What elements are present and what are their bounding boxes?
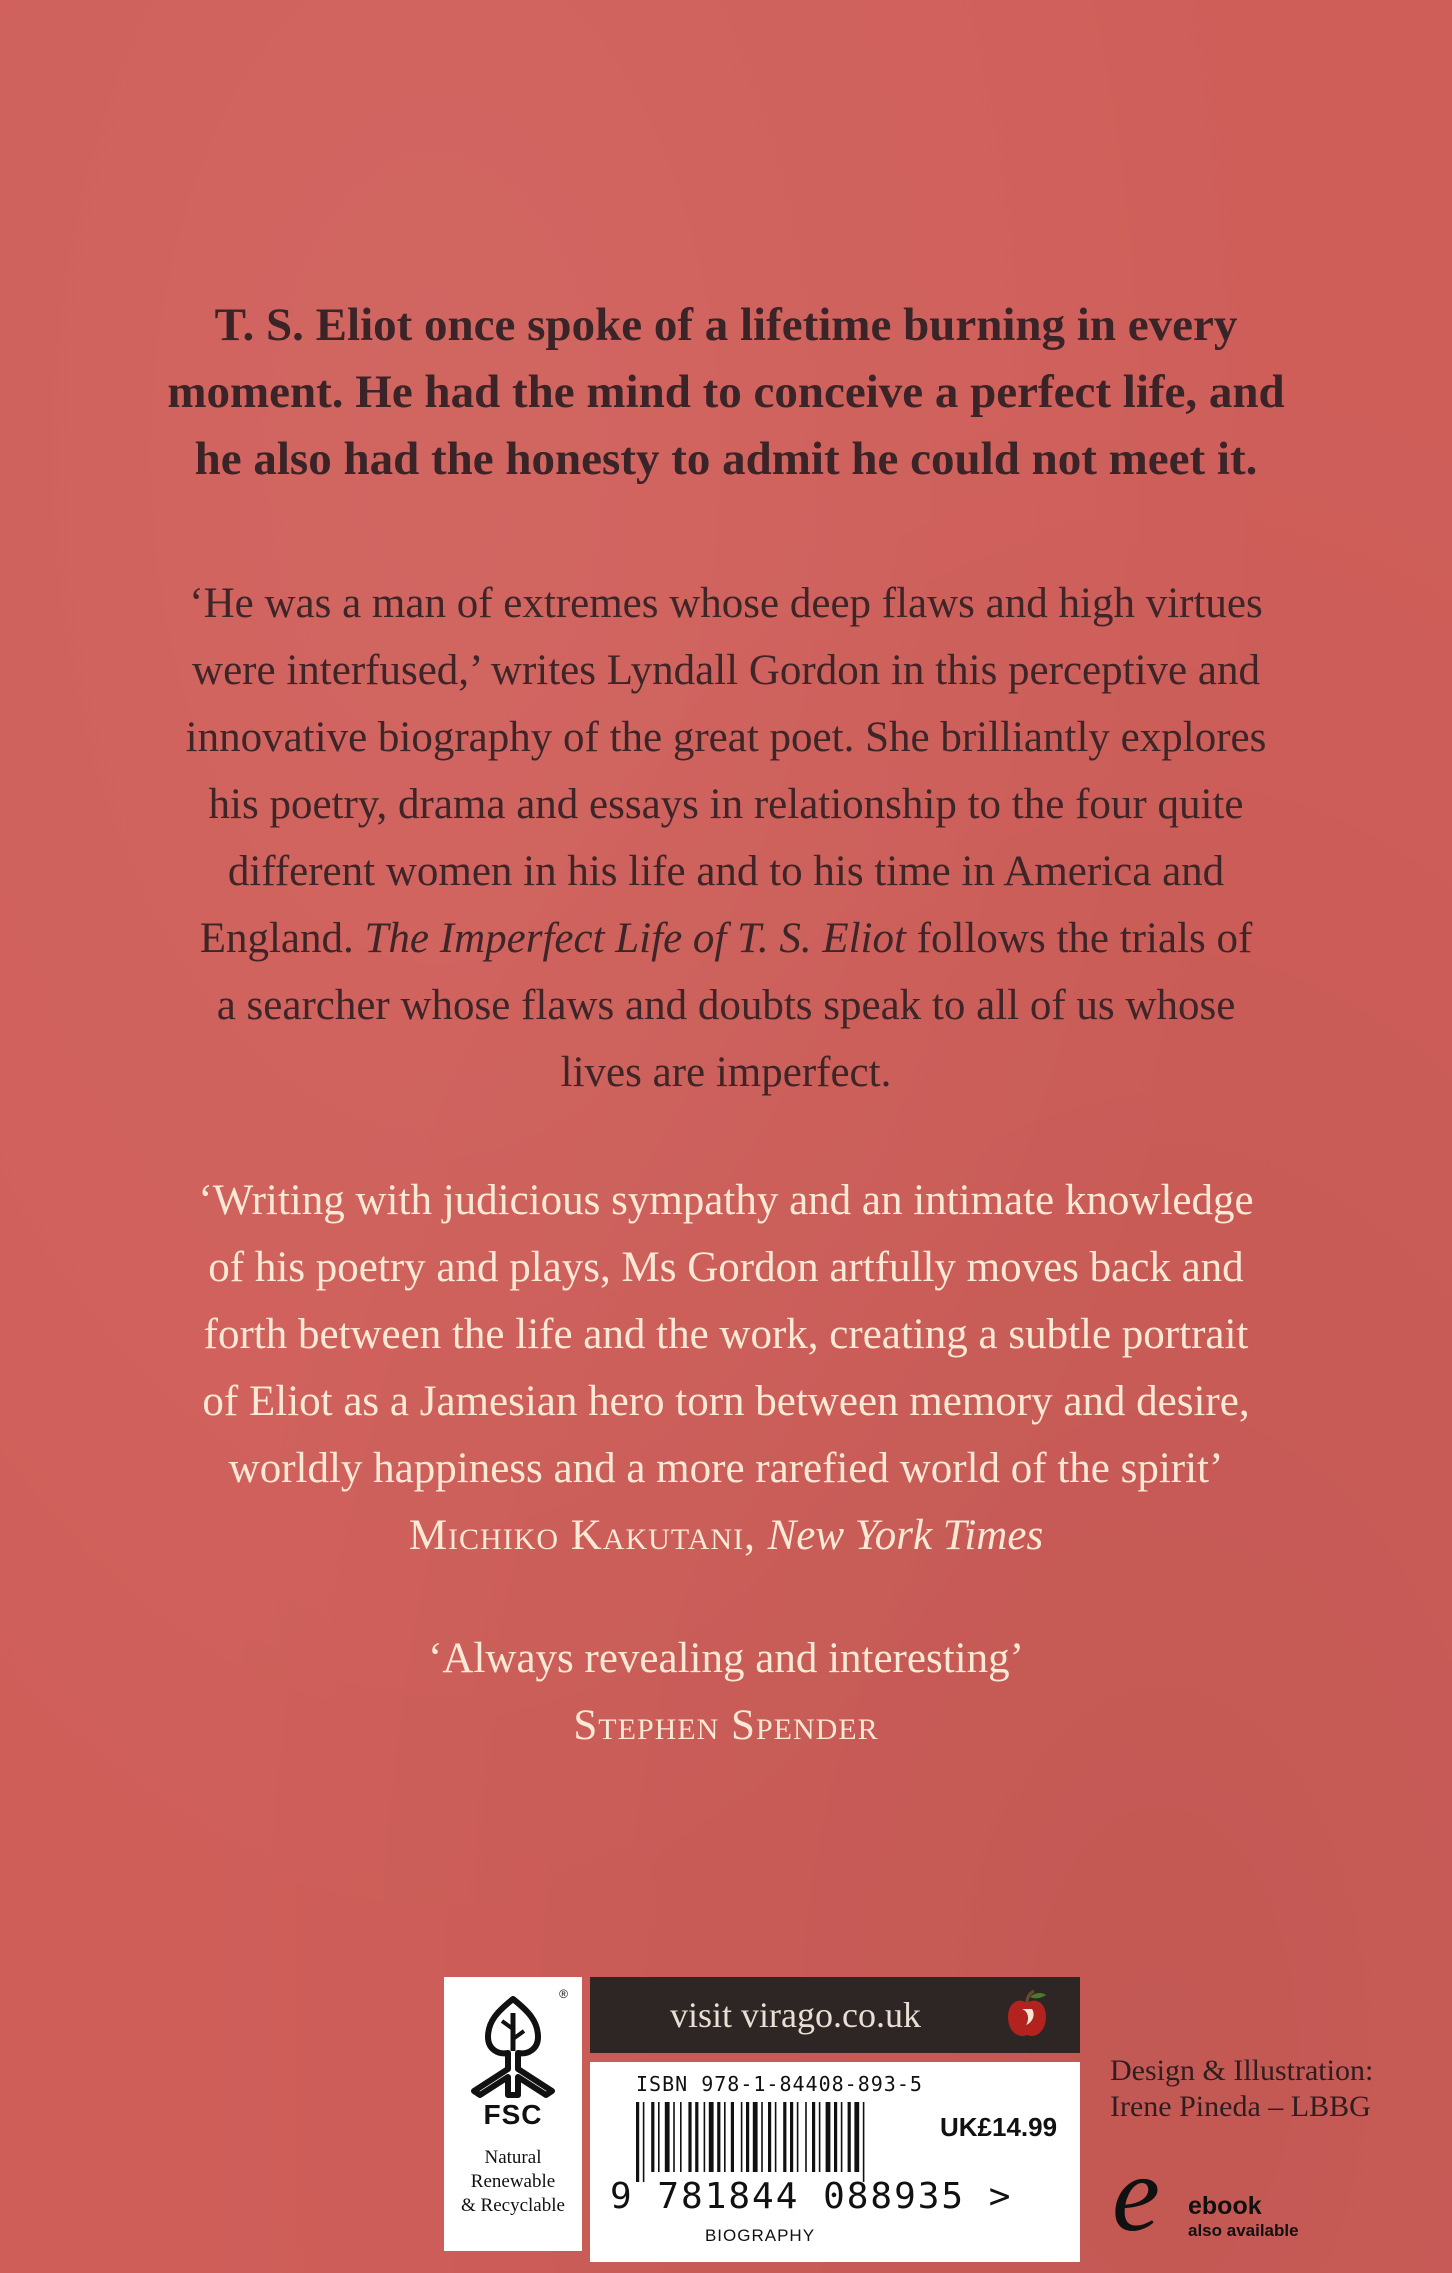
barcode-bar xyxy=(731,2102,734,2172)
quote-line: ‘Writing with judicious sympathy and an intimate knowledge xyxy=(198,1177,1254,1224)
barcode-bar xyxy=(854,2102,859,2172)
blurb-line: his poetry, drama and essays in relationship to the four quite xyxy=(208,781,1244,828)
barcode-bar xyxy=(636,2102,639,2182)
tagline-line: moment. He had the mind to conceive a perfect life, and xyxy=(167,366,1285,418)
fsc-text: Natural xyxy=(484,2147,542,2168)
barcode-bar xyxy=(826,2102,831,2172)
barcode-digits: 9 781844 088935 > xyxy=(610,2176,1013,2217)
barcode-bar xyxy=(790,2102,793,2172)
barcode-bar xyxy=(724,2102,726,2172)
design-credits xyxy=(1110,2053,1430,2125)
credit-line: Design & Illustration: xyxy=(1110,2054,1374,2087)
fsc-text: Renewable xyxy=(470,2171,556,2192)
barcode-bar xyxy=(658,2102,660,2172)
blurb-line: different women in his life and to his time in America and xyxy=(227,848,1225,895)
barcode-bar xyxy=(848,2102,851,2172)
credit-line: Irene Pineda – LBBG xyxy=(1110,2090,1371,2123)
apple-icon xyxy=(1004,1989,1050,2041)
quote-author: Stephen Spender xyxy=(573,1702,879,1749)
blurb-line: ‘He was a man of extremes whose deep flaws and high virtues xyxy=(189,580,1263,627)
fsc-brand: FSC xyxy=(483,2099,543,2130)
quote-line: forth between the life and the work, creating a subtle portrait xyxy=(203,1311,1249,1358)
publisher-bar xyxy=(590,1977,1080,2053)
isbn: ISBN 978-1-84408-893-5 xyxy=(636,2072,923,2096)
ebook-sub: also available xyxy=(1188,2221,1299,2240)
blurb-line: innovative biography of the great poet. She brilliantly explores xyxy=(185,714,1267,761)
fsc-logo xyxy=(444,1977,582,2251)
barcode-bars xyxy=(636,2102,926,2182)
fsc-tree-icon xyxy=(458,1991,568,2099)
barcode-bar xyxy=(797,2102,799,2172)
blurb-line: a searcher whose flaws and doubts speak to all of us whose xyxy=(216,982,1236,1029)
barcode-bar xyxy=(680,2102,682,2172)
barcode-bar xyxy=(673,2102,675,2172)
barcode-bar xyxy=(651,2102,654,2172)
barcode-bar xyxy=(805,2102,807,2172)
book-title: The Imperfect Life of T. S. Eliot xyxy=(364,915,906,962)
tagline xyxy=(130,292,1322,493)
barcode-bar xyxy=(841,2102,843,2172)
blurb xyxy=(130,570,1322,1106)
barcode-bar xyxy=(812,2102,815,2172)
ebook-badge xyxy=(1108,2135,1318,2265)
barcode-bar xyxy=(695,2102,698,2172)
barcode-bar xyxy=(704,2102,706,2172)
barcode-bar xyxy=(761,2102,763,2172)
tagline-line: he also had the honesty to admit he could not meet it. xyxy=(194,433,1258,485)
barcode-bar xyxy=(775,2102,777,2172)
quote-line: ‘Always revealing and interesting’ xyxy=(428,1635,1024,1682)
barcode-bar xyxy=(717,2102,720,2172)
barcode-bar xyxy=(746,2102,749,2172)
ebook-e-icon: e xyxy=(1112,2135,1160,2254)
barcode-bar xyxy=(741,2102,743,2172)
blurb-line: were interfused,’ writes Lyndall Gordon in this perceptive and xyxy=(192,647,1260,694)
barcode-bar xyxy=(768,2102,771,2172)
barcode-bar xyxy=(665,2102,670,2172)
barcode-bar xyxy=(783,2102,786,2172)
barcode-bar xyxy=(834,2102,837,2172)
blurb-line xyxy=(130,905,1322,972)
price: UK£14.99 xyxy=(940,2112,1058,2142)
barcode-bar xyxy=(643,2102,645,2182)
review-quote-spender xyxy=(110,1625,1342,1759)
quote-source: New York Times xyxy=(767,1512,1044,1559)
blurb-text: England. xyxy=(199,915,365,962)
review-quote-kakutani xyxy=(110,1167,1342,1569)
blurb-text: follows the trials of xyxy=(905,915,1253,962)
tagline-line: T. S. Eliot once spoke of a lifetime burning in every xyxy=(214,299,1238,351)
barcode-bar xyxy=(753,2102,758,2172)
quote-line: worldly happiness and a more rarefied world of the spirit’ xyxy=(228,1445,1224,1492)
barcode-panel xyxy=(590,2062,1080,2262)
ebook-label: ebook xyxy=(1188,2192,1262,2220)
category-label: BIOGRAPHY xyxy=(704,2226,816,2245)
quote-attribution xyxy=(110,1502,1342,1569)
blurb-line: lives are imperfect. xyxy=(560,1049,892,1096)
quote-author: Michiko Kakutani, xyxy=(408,1512,756,1559)
barcode-bar xyxy=(709,2102,714,2172)
quote-line: of Eliot as a Jamesian hero torn between memory and desire, xyxy=(202,1378,1250,1425)
fsc-text: & Recyclable xyxy=(461,2195,565,2216)
barcode-bar xyxy=(688,2102,691,2172)
barcode-bar xyxy=(863,2102,865,2182)
registered-mark: ® xyxy=(559,1987,568,2001)
barcode-bar xyxy=(819,2102,821,2172)
quote-line: of his poetry and plays, Ms Gordon artfully moves back and xyxy=(208,1244,1244,1291)
publisher-url: visit virago.co.uk xyxy=(670,1995,921,2035)
